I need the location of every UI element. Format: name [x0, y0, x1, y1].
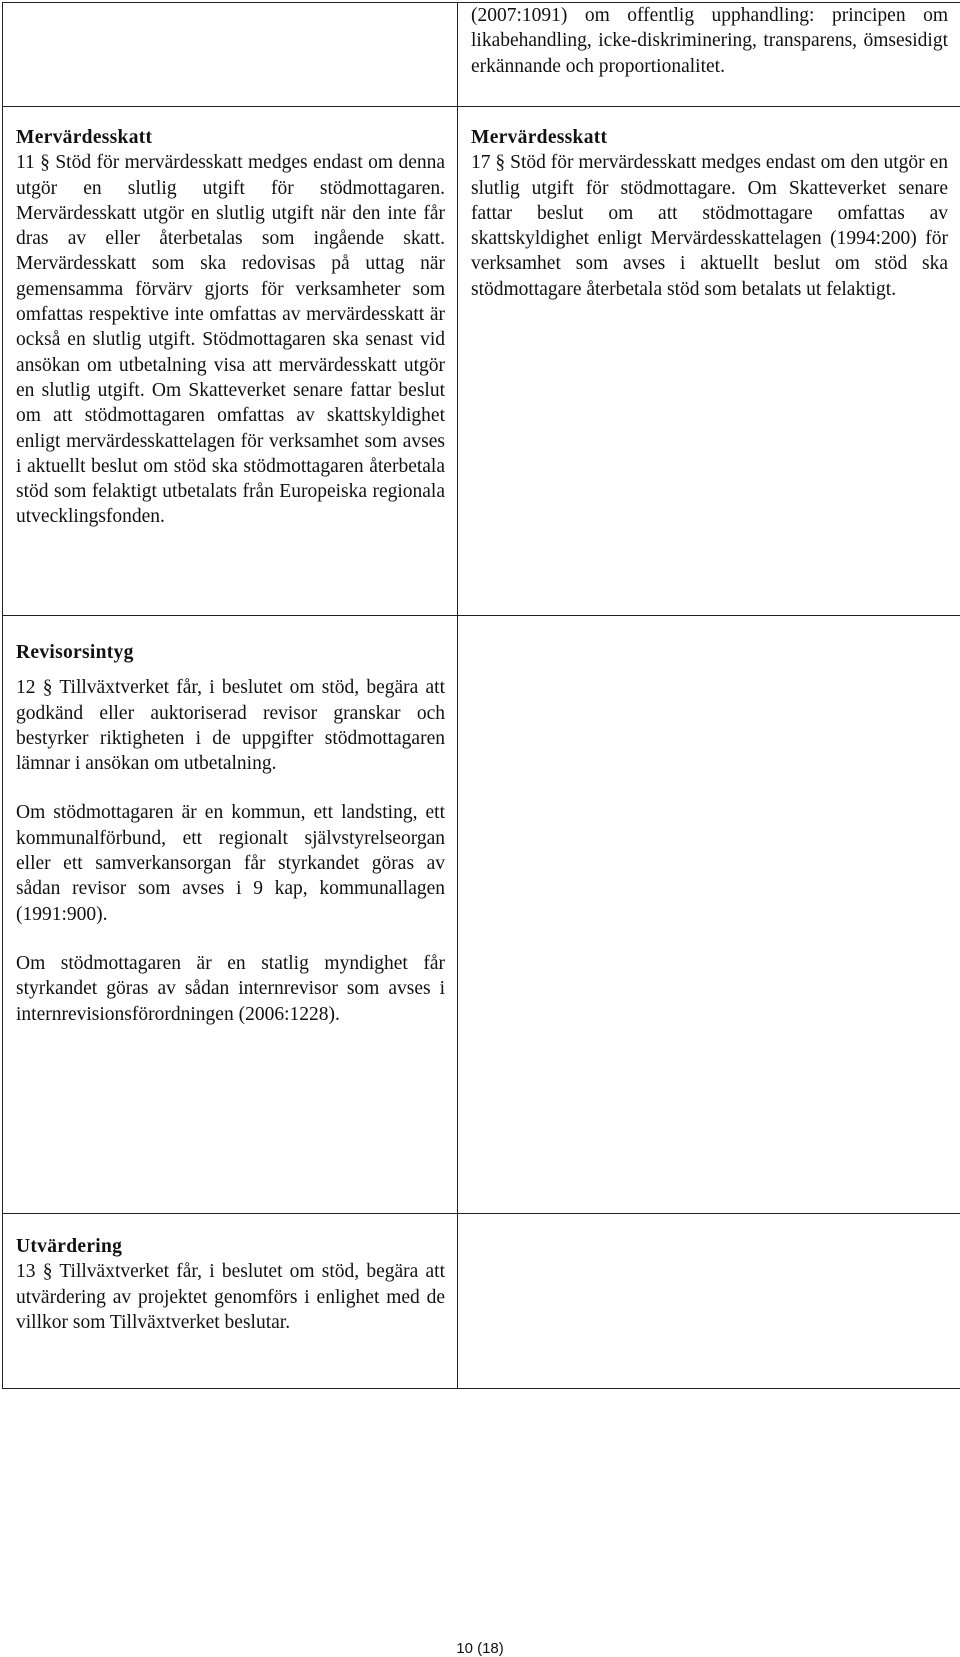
section-heading-evaluation: Utvärdering: [16, 1236, 123, 1257]
cell-evaluation: [3, 1214, 458, 1389]
paragraph-17: [471, 150, 948, 302]
cell-vat-left: [3, 107, 458, 616]
paragraph-number: 17: [471, 152, 491, 174]
section-symbol: §: [42, 1261, 53, 1283]
paragraph-text: Tillväxtverket får, i beslutet om stöd, begära att godkänd eller auktoriserad revisor granskar och bestyrker riktigheten i de uppgifter stödmottagaren lämnar i ansökan om utbetalning.: [16, 677, 446, 775]
section-symbol: §: [495, 152, 506, 174]
document-table: [2, 2, 960, 1389]
section-symbol: §: [42, 677, 53, 699]
paragraph-12: [16, 675, 445, 776]
paragraph-13: [16, 1259, 445, 1335]
paragraph-text: Stöd för mervärdesskatt medges endast om den utgör en slutlig utgift för stödmottagare. Om Skatteverket senare fattar beslut om att stödmottagare omfattas av skattskyldighet enligt Mervärdesskattelagen (1994:200) för verksamhet som avses i aktuellt beslut om stöd ska stödmottagare återbetala stöd som betalats ut felaktigt.: [471, 152, 949, 300]
empty-cell-top-left: [3, 3, 458, 107]
paragraph-number: 12: [16, 677, 36, 699]
paragraph-number: 11: [16, 152, 35, 174]
continued-text: (2007:1091) om offentlig upphandling: principen om likabehandling, icke-diskriminering, transparens, ömsesidigt erkännande och proportionalitet.: [471, 5, 948, 77]
section-symbol: §: [40, 152, 50, 174]
cell-top-right: [458, 3, 960, 107]
section-heading-vat-right: Mervärdesskatt: [471, 127, 608, 148]
cell-audit: [3, 616, 458, 1214]
paragraph-11: [16, 150, 445, 529]
paragraph-number: 13: [16, 1261, 36, 1283]
paragraph-text: Stöd för mervärdesskatt medges endast om denna utgör en slutlig utgift för stödmottagaren. Mervärdesskatt utgör en slutlig utgift när den inte får dras av eller återbetalas som ingående skatt. Mervärdesskatt som ska redovisas på uttag när gemensamma förvärv gjorts för verksamheter som omfattas respektive inte omfattas av mervärdesskatt är också en slutlig utgift. Stödmottagaren ska senast vid ansökan om utbetalning visa att mervärdesskatt utgör en slutlig utgift. Om Skatteverket senare fattar beslut om att stödmottagaren omfattas av skattskyldighet enligt mervärdesskattelagen för verksamhet som avses i aktuellt beslut om stöd ska stödmottagaren återbetala stöd som felaktigt utbetalats från Europeiska regionala utvecklingsfonden.: [16, 152, 446, 528]
section-heading-audit: Revisorsintyg: [16, 642, 134, 663]
section-heading-vat-left: Mervärdesskatt: [16, 127, 153, 148]
paragraph-municipality: Om stödmottagaren är en kommun, ett landsting, ett kommunalförbund, ett regionalt självstyrelseorgan eller ett samverkansorgan får styrkandet göras av sådan revisor som avses i 9 kap, kommunallagen (1991:900).: [16, 802, 445, 925]
empty-cell-audit-right: [458, 616, 960, 1214]
paragraph-state-agency: Om stödmottagaren är en statlig myndighet får styrkandet göras av sådan internrevisor som avses i internrevisionsförordningen (2006:1228).: [16, 952, 445, 1025]
paragraph-text: Tillväxtverket får, i beslutet om stöd, begära att utvärdering av projektet genomförs i enlighet med de villkor som Tillväxtverket beslutar.: [16, 1261, 446, 1333]
empty-cell-evaluation-right: [458, 1214, 960, 1389]
page-number: 10 (18): [456, 1640, 504, 1657]
cell-vat-right: [458, 107, 960, 616]
